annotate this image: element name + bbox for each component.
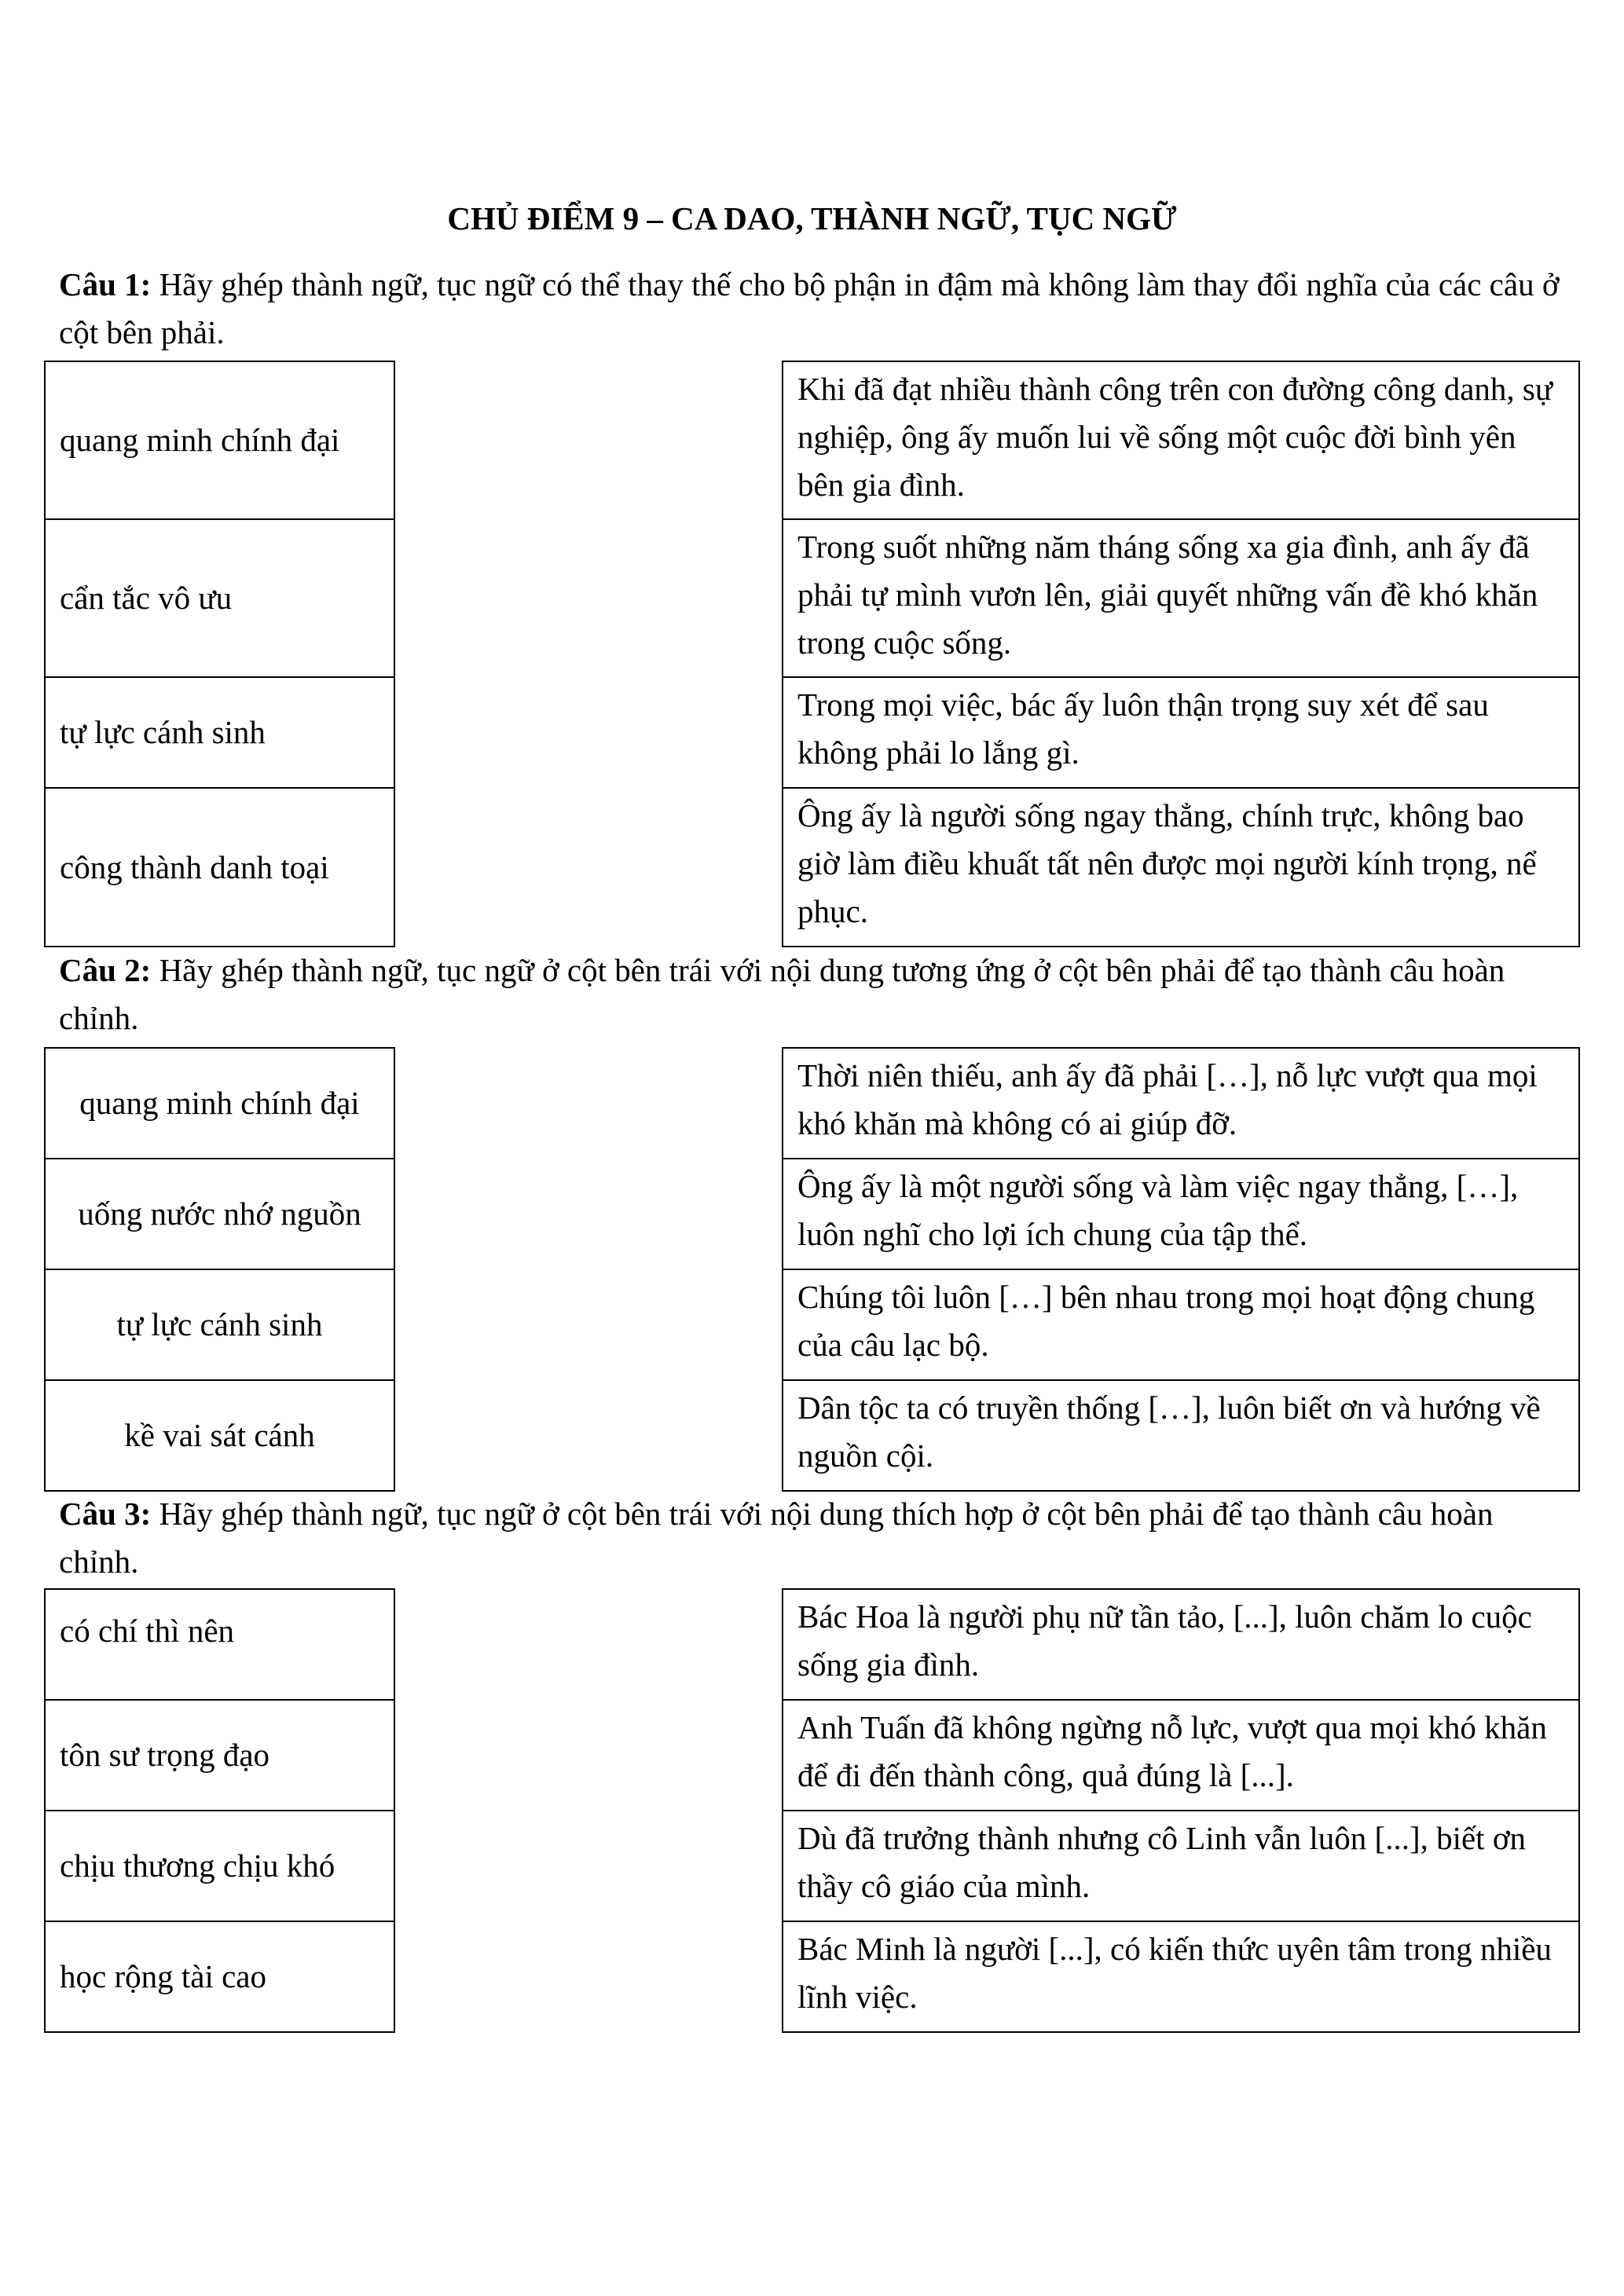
q1-left-item: quang minh chính đại (44, 361, 395, 520)
q1-right-item: Trong suốt những năm tháng sống xa gia đình, anh ấy đã phải tự mình vươn lên, giải quyết những vấn đề khó khăn trong cuộc sống. (782, 518, 1580, 678)
question-3-text: Hãy ghép thành ngữ, tục ngữ ở cột bên trái với nội dung thích hợp ở cột bên phải để tạo thành câu hoàn chỉnh. (59, 1496, 1494, 1580)
question-3 (59, 1490, 1575, 1586)
q3-left-item: có chí thì nên (44, 1588, 395, 1701)
question-1-label: Câu 1: (59, 266, 152, 302)
q3-right-item: Dù đã trưởng thành nhưng cô Linh vẫn luôn [...], biết ơn thầy cô giáo của mình. (782, 1810, 1580, 1922)
q1-right-item: Khi đã đạt nhiều thành công trên con đường công danh, sự nghiệp, ông ấy muốn lui về sống một cuộc đời bình yên bên gia đình. (782, 361, 1580, 520)
q3-left-item: tôn sư trọng đạo (44, 1699, 395, 1811)
question-2 (59, 947, 1575, 1042)
question-1-text: Hãy ghép thành ngữ, tục ngữ có thể thay thế cho bộ phận in đậm mà không làm thay đổi nghĩa của các câu ở cột bên phải. (59, 266, 1560, 350)
question-1 (59, 261, 1575, 357)
question-3-label: Câu 3: (59, 1496, 152, 1532)
q2-right-item: Ông ấy là một người sống và làm việc ngay thẳng, […], luôn nghĩ cho lợi ích chung của tập thể. (782, 1158, 1580, 1270)
question-2-text: Hãy ghép thành ngữ, tục ngữ ở cột bên trái với nội dung tương ứng ở cột bên phải để tạo thành câu hoàn chỉnh. (59, 952, 1505, 1036)
q1-right-item: Trong mọi việc, bác ấy luôn thận trọng suy xét để sau không phải lo lắng gì. (782, 676, 1580, 789)
q2-left-item: quang minh chính đại (44, 1047, 395, 1159)
q2-right-item: Thời niên thiếu, anh ấy đã phải […], nỗ lực vượt qua mọi khó khăn mà không có ai giúp đỡ. (782, 1047, 1580, 1159)
q2-left-item: tự lực cánh sinh (44, 1269, 395, 1381)
q1-left-item: cẩn tắc vô ưu (44, 518, 395, 678)
q3-right-item: Anh Tuấn đã không ngừng nỗ lực, vượt qua mọi khó khăn để đi đến thành công, quả đúng là [...]. (782, 1699, 1580, 1811)
page-title: CHỦ ĐIỂM 9 – CA DAO, THÀNH NGỮ, TỤC NGỮ (447, 200, 1177, 236)
q3-left-item: học rộng tài cao (44, 1921, 395, 2033)
q2-left-item: kề vai sát cánh (44, 1379, 395, 1492)
q3-left-item: chịu thương chịu khó (44, 1810, 395, 1922)
q1-left-item: công thành danh toại (44, 787, 395, 947)
q3-right-item: Bác Hoa là người phụ nữ tần tảo, [...], luôn chăm lo cuộc sống gia đình. (782, 1588, 1580, 1701)
q1-left-item: tự lực cánh sinh (44, 676, 395, 789)
question-2-label: Câu 2: (59, 952, 152, 988)
q2-right-item: Chúng tôi luôn […] bên nhau trong mọi hoạt động chung của câu lạc bộ. (782, 1269, 1580, 1381)
q2-right-item: Dân tộc ta có truyền thống […], luôn biết ơn và hướng về nguồn cội. (782, 1379, 1580, 1492)
q3-right-item: Bác Minh là người [...], có kiến thức uyên tâm trong nhiều lĩnh việc. (782, 1921, 1580, 2033)
q1-right-item: Ông ấy là người sống ngay thẳng, chính trực, không bao giờ làm điều khuất tất nên được mọi người kính trọng, nể phục. (782, 787, 1580, 947)
q2-left-item: uống nước nhớ nguồn (44, 1158, 395, 1270)
